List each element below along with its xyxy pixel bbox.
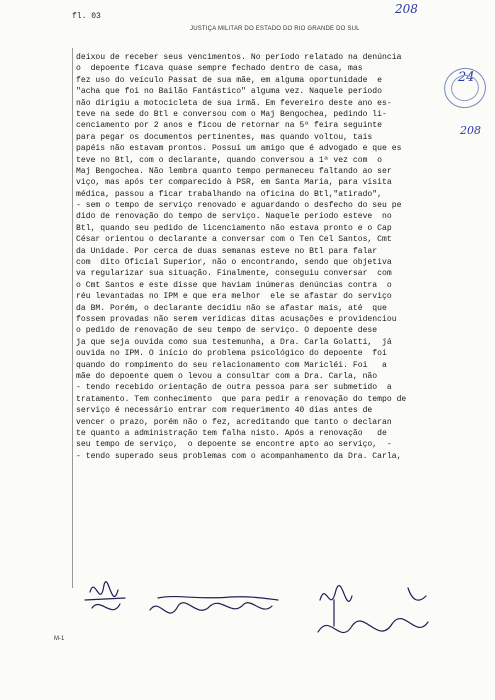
text-line: dido de renovação do tempo de serviço. Naquele período esteve no (76, 212, 392, 222)
folio-number: fl. 03 (72, 12, 101, 21)
text-line: Btl, quando seu pedido de licenciamento não estava pronto e o Cap (76, 223, 392, 233)
text-line: teve na sede do Btl e conversou com o Maj Bengochea, pedindo li- (76, 109, 387, 119)
text-line: cenciamento por 2 anos e ficou de retornar na 5ª feira seguinte (76, 121, 382, 131)
signature-1 (85, 582, 125, 610)
text-line: mãe do depoente quem o levou a consultar com a Dra. Carla, não (76, 371, 378, 381)
text-line: papéis não estavam prontos. Possui um amigo que é advogado e que es (76, 144, 402, 154)
text-line: com dito Oficial Superior, não o encontrando, sendo que objetiva (76, 258, 392, 268)
text-line: va regularizar sua situação. Finalmente, conseguiu conversar com (76, 269, 392, 279)
text-line: ja que seja ouvida como sua testemunha, a Dra. Carla Golatti, já (76, 337, 392, 347)
handwritten-side-page: 24 (458, 70, 475, 85)
text-line: tratamento. Tem conhecimento que para pedir a renovação do tempo de (76, 394, 407, 404)
text-line: vencer o prazo, porém não o fez, acreditando que tanto o declaran (76, 417, 392, 427)
text-line: ouvida no IPM. O início do problema psicológico do depoente foi (76, 349, 387, 359)
signature-3 (318, 586, 428, 633)
text-line: médica, passou a ficar trabalhando na oficina do Btl,"atirado", (76, 189, 382, 199)
text-line: te quanto a administração tem falha nisto. Após a renovação de (76, 428, 387, 438)
text-line: Maj Bengochea. Não lembra quanto tempo permaneceu faltando ao ser (76, 166, 392, 176)
text-line: César orientou o declarante a conversar com o Ten Cel Santos, Cmt (76, 235, 392, 245)
text-line: da BM. Porém, o declarante decidiu não se afastar mais, até que (76, 303, 387, 313)
text-line: - sem o tempo de serviço renovado e aguardando o desfecho do seu pe (76, 201, 402, 211)
form-code: M-1 (54, 636, 65, 642)
handwritten-side-note: 208 (460, 124, 481, 137)
text-line: seu tempo de serviço, o depoente se encontre apto ao serviço, - (76, 440, 392, 450)
text-line: quando do rompimento do seu relacionamento com Maricléi. Foi a (76, 360, 387, 370)
text-line: para pegar os documentos pertinentes, mas quando voltou, tais (76, 132, 373, 142)
handwritten-page-mark: 208 (395, 2, 418, 16)
signature-mark (408, 588, 426, 600)
text-line: viço, mas após ter comparecido à PSR, em Santa Maria, para visita (76, 178, 392, 188)
text-line: "acha que foi no Bailão Fantástico" alguma vez. Naquele período (76, 87, 382, 97)
text-line: o Cmt Santos e este disse que haviam inúmeras denúncias contra o (76, 280, 392, 290)
text-line: não dirigiu a motocicleta de sua irmã. Em fevereiro deste ano es- (76, 98, 392, 108)
text-line: o depoente ficava quase sempre fechado dentro de casa, mas (76, 64, 363, 74)
text-line: réu levantadas no IPM e que era melhor ele se afastar do serviço (76, 292, 392, 302)
signature-2 (150, 597, 278, 614)
text-line: deixou de receber seus vencimentos. No período relatado na denúncia (76, 53, 402, 62)
court-header: JUSTIÇA MILITAR DO ESTADO DO RIO GRANDE DO SUL (190, 26, 360, 32)
text-line: fossem provadas não serem verídicas ditas acusações e providenciou (76, 314, 397, 324)
text-line: - tendo superado seus problemas com o acompanhamento da Dra. Carla, (76, 451, 402, 461)
text-line: fez uso do veículo Passat de sua mãe, em alguma oportunidade e (76, 75, 382, 85)
text-line: teve no Btl, com o declarante, quando conversou a 1ª vez com o (76, 155, 382, 165)
text-line: serviço é necessário entrar com requerimento 40 dias antes de (76, 406, 373, 416)
text-line: o pedido de renovação de seu tempo de serviço. O depoente dese (76, 326, 378, 336)
text-line: - tendo recebido orientação de outra pessoa para ser submetido a (76, 383, 392, 393)
text-line: da Unidade. Por cerca de duas semanas esteve no Btl para falar (76, 246, 378, 256)
